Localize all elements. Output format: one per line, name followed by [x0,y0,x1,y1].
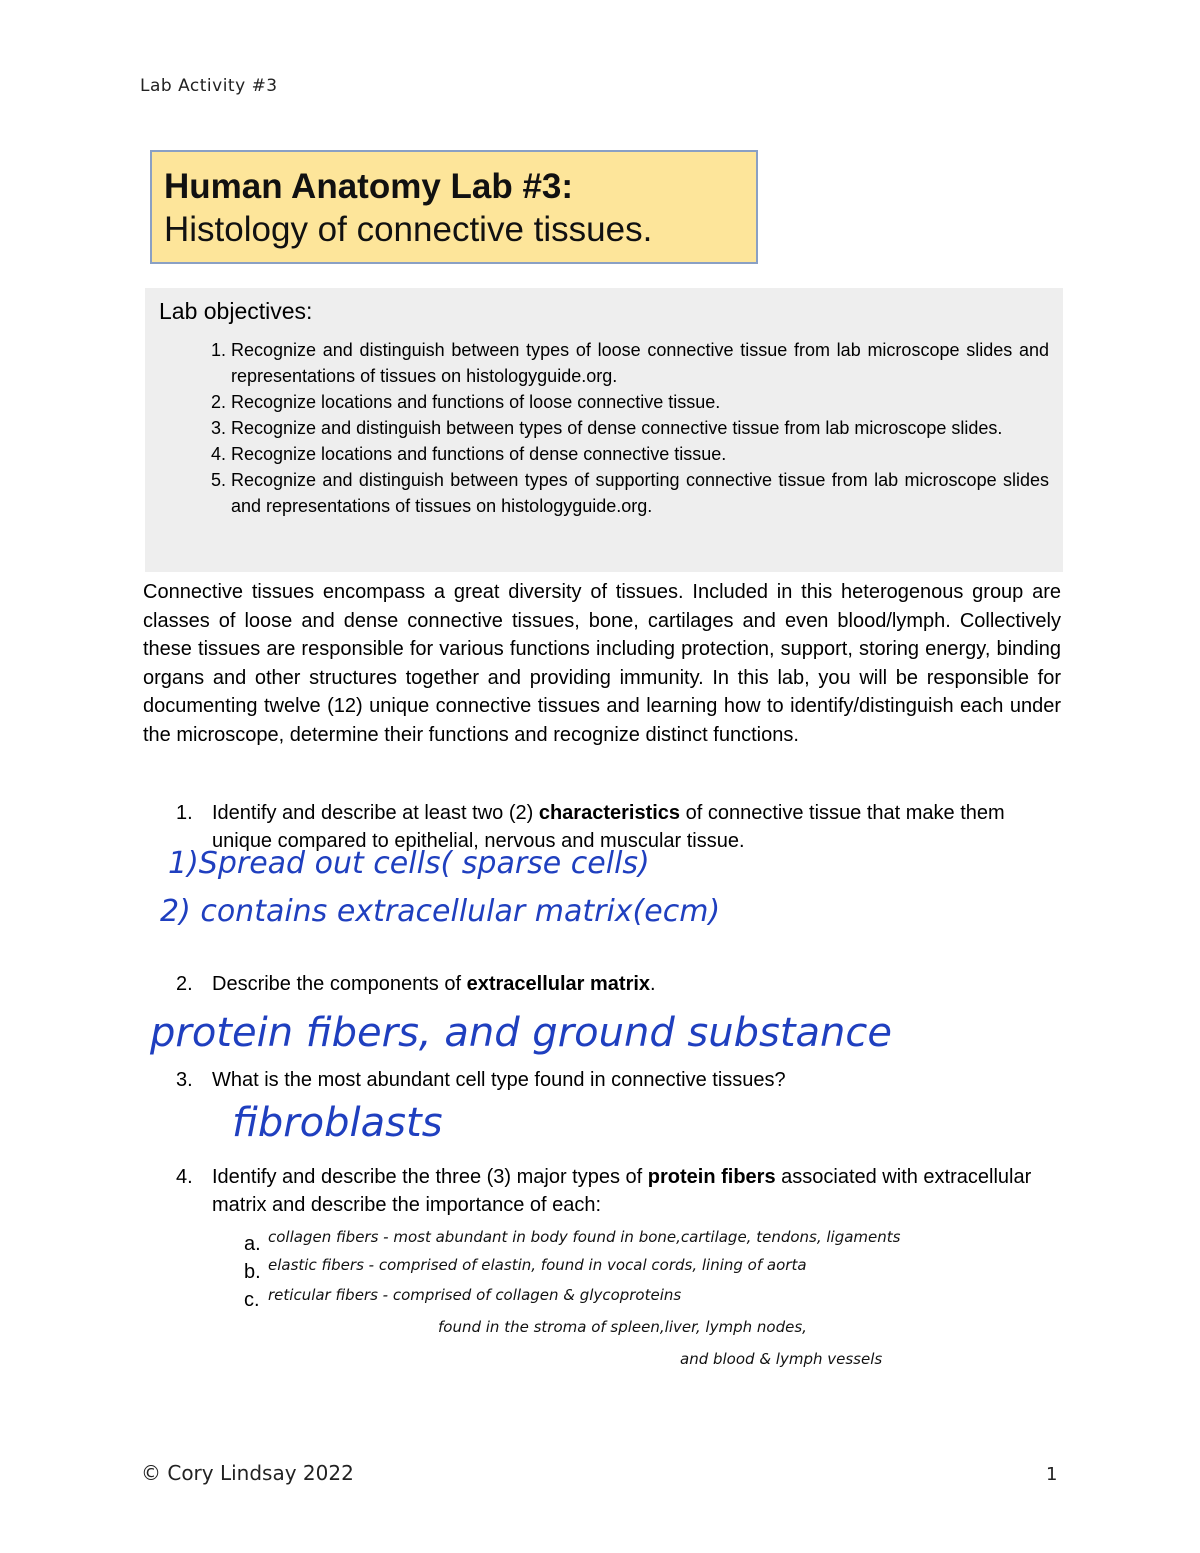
question-text-bold: characteristics [538,802,681,824]
answer-q2: protein fibers, and ground substance [150,1010,892,1056]
sub-label-c: c. [244,1289,260,1311]
question-text-post: associated with extracellular matrix and describe the importance of each: [212,1166,1032,1216]
question-number: 2. [176,973,193,995]
answer-q1-line2: 2) contains extracellular matrix(ecm) [160,894,721,929]
question-text-post: . [650,973,656,995]
footer-copyright: © Cory Lindsay 2022 [141,1461,354,1485]
footer-page-number: 1 [1046,1464,1058,1485]
question-text-pre: Identify and describe the three (3) major types of [212,1166,648,1188]
objective-item: 5. Recognize and distinguish between types of supporting connective tissue from lab microscope slides and representations of tissues on histologyguide.org. [231,467,1049,519]
sub-label-a: a. [244,1233,261,1255]
objectives-list [159,337,1049,519]
objective-item: 1. Recognize and distinguish between types of loose connective tissue from lab microscope slides and representations of tissues on histologyguide.org. [231,337,1049,389]
sub-label-b: b. [244,1261,261,1283]
header-label: Lab Activity #3 [140,76,278,96]
question-number: 1. [176,802,193,824]
title-box [150,150,758,264]
question-text-bold: protein fibers [647,1166,776,1188]
question-text [212,1163,1052,1219]
intro-paragraph: Connective tissues encompass a great diversity of tissues. Included in this heterogenous group are classes of loose and dense connective tissues, bone, cartilages and even blood/lymph. Collectively these tissues are responsible for various functions including protection, support, storing energy, binding organs and other structures together and providing immunity. In this lab, you will be responsible for documenting twelve (12) unique connective tissues and learning how to identify/distinguish each under the microscope, determine their functions and recognize distinct functions. [143,581,1061,746]
answer-q4a: collagen fibers - most abundant in body found in bone,cartilage, tendons, ligaments [268,1228,901,1246]
question-text [212,970,1052,998]
objective-item: 4. Recognize locations and functions of dense connective tissue. [231,441,1049,467]
question-number: 3. [176,1069,193,1091]
question-text-pre: Describe the components of [212,973,467,995]
objective-item: 2. Recognize locations and functions of loose connective tissue. [231,389,1049,415]
answer-q4b: elastic fibers - comprised of elastin, found in vocal cords, lining of aorta [268,1256,807,1274]
answer-q4c-line2: found in the stroma of spleen,liver, lymph nodes, [438,1318,807,1336]
objectives-box [145,288,1063,572]
title-line-2: Histology of connective tissues. [164,210,653,249]
objectives-heading: Lab objectives: [159,298,313,324]
question-number: 4. [176,1166,193,1188]
question-text-post: of connective tissue that make them unique compared to epithelial, nervous and muscular tissue. [212,802,1005,852]
answer-q3: fibroblasts [232,1100,443,1146]
objective-item: 3. Recognize and distinguish between types of dense connective tissue from lab microscope slides. [231,415,1049,441]
answer-q1-line1: 1)Spread out cells( sparse cells) [168,846,650,881]
answer-q4c-line3: and blood & lymph vessels [680,1350,883,1368]
answer-q4c: reticular fibers - comprised of collagen & glycoproteins [268,1286,682,1304]
question-text-bold: extracellular matrix [466,973,651,995]
question-text-pre: Identify and describe at least two (2) [212,802,539,824]
question-text: What is the most abundant cell type found in connective tissues? [212,1069,786,1091]
title-line-1: Human Anatomy Lab #3: [164,167,574,206]
